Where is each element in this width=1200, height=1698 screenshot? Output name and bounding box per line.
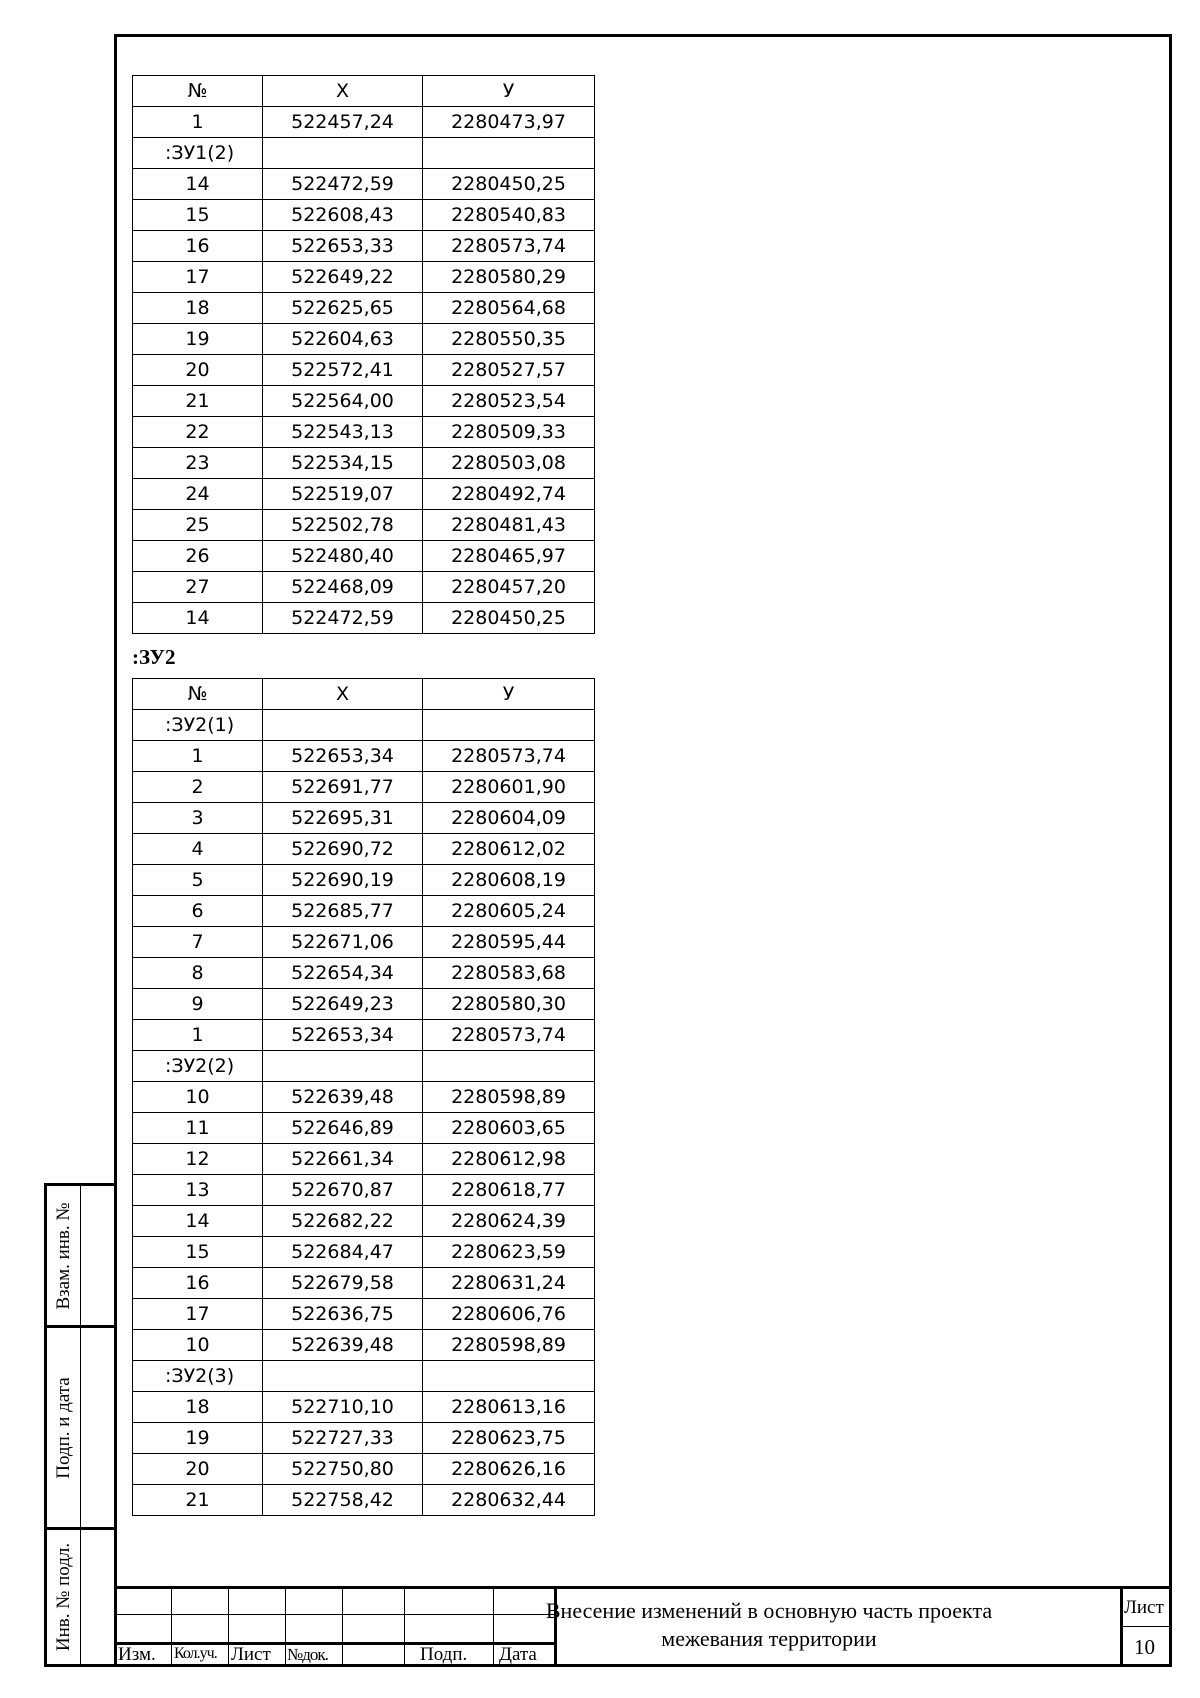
point-number-cell: 20 xyxy=(133,1454,263,1485)
empty-cell xyxy=(423,138,595,169)
col-izm: Изм. xyxy=(118,1644,156,1665)
empty-cell xyxy=(423,1361,595,1392)
table-row xyxy=(133,1268,595,1299)
y-coordinate-cell: 2280612,98 xyxy=(423,1144,595,1175)
y-coordinate-cell: 2280598,89 xyxy=(423,1082,595,1113)
header-x: X xyxy=(263,76,423,107)
table-row xyxy=(133,1144,595,1175)
x-coordinate-cell: 522534,15 xyxy=(263,448,423,479)
x-coordinate-cell: 522502,78 xyxy=(263,510,423,541)
header-y: У xyxy=(423,679,595,710)
table-row xyxy=(133,386,595,417)
y-coordinate-cell: 2280606,76 xyxy=(423,1299,595,1330)
table-row xyxy=(133,958,595,989)
stamp-label: Инв. № подл. xyxy=(52,1542,74,1652)
x-coordinate-cell: 522679,58 xyxy=(263,1268,423,1299)
x-coordinate-cell: 522519,07 xyxy=(263,479,423,510)
y-coordinate-cell: 2280481,43 xyxy=(423,510,595,541)
table-row xyxy=(133,1020,595,1051)
point-number-cell: 22 xyxy=(133,417,263,448)
y-coordinate-cell: 2280626,16 xyxy=(423,1454,595,1485)
section-label: :ЗУ2(1) xyxy=(133,710,263,741)
y-coordinate-cell: 2280450,25 xyxy=(423,603,595,634)
y-coordinate-cell: 2280580,29 xyxy=(423,262,595,293)
col-list: Лист xyxy=(231,1644,271,1665)
header-number: № xyxy=(133,679,263,710)
x-coordinate-cell: 522608,43 xyxy=(263,200,423,231)
x-coordinate-cell: 522649,22 xyxy=(263,262,423,293)
x-coordinate-cell: 522690,72 xyxy=(263,834,423,865)
x-coordinate-cell: 522636,75 xyxy=(263,1299,423,1330)
table-row xyxy=(133,510,595,541)
point-number-cell: 16 xyxy=(133,1268,263,1299)
x-coordinate-cell: 522695,31 xyxy=(263,803,423,834)
col-podp: Подп. xyxy=(420,1644,468,1665)
table-row xyxy=(133,417,595,448)
title-block xyxy=(114,1586,1172,1667)
section-label: :ЗУ2(3) xyxy=(133,1361,263,1392)
point-number-cell: 12 xyxy=(133,1144,263,1175)
point-number-cell: 2 xyxy=(133,772,263,803)
table-row xyxy=(133,1113,595,1144)
y-coordinate-cell: 2280603,65 xyxy=(423,1113,595,1144)
point-number-cell: 10 xyxy=(133,1330,263,1361)
x-coordinate-cell: 522691,77 xyxy=(263,772,423,803)
table-row xyxy=(133,1485,595,1516)
point-number-cell: 21 xyxy=(133,1485,263,1516)
y-coordinate-cell: 2280623,75 xyxy=(423,1423,595,1454)
point-number-cell: 15 xyxy=(133,200,263,231)
point-number-cell: 5 xyxy=(133,865,263,896)
x-coordinate-cell: 522480,40 xyxy=(263,541,423,572)
x-coordinate-cell: 522671,06 xyxy=(263,927,423,958)
section-row xyxy=(133,1051,595,1082)
coordinates-table-zu2 xyxy=(132,678,595,1516)
y-coordinate-cell: 2280612,02 xyxy=(423,834,595,865)
y-coordinate-cell: 2280473,97 xyxy=(423,107,595,138)
table-row xyxy=(133,989,595,1020)
x-coordinate-cell: 522653,33 xyxy=(263,231,423,262)
table-row xyxy=(133,448,595,479)
col-kol-uch: Кол.уч. xyxy=(174,1645,217,1662)
table-row xyxy=(133,927,595,958)
point-number-cell: 14 xyxy=(133,1206,263,1237)
y-coordinate-cell: 2280624,39 xyxy=(423,1206,595,1237)
point-number-cell: 23 xyxy=(133,448,263,479)
table-row xyxy=(133,741,595,772)
x-coordinate-cell: 522649,23 xyxy=(263,989,423,1020)
stamp-label: Взам. инв. № xyxy=(52,1201,74,1310)
point-number-cell: 18 xyxy=(133,1392,263,1423)
y-coordinate-cell: 2280465,97 xyxy=(423,541,595,572)
point-number-cell: 19 xyxy=(133,1423,263,1454)
table-header-row xyxy=(133,76,595,107)
empty-cell xyxy=(263,138,423,169)
table-row xyxy=(133,1299,595,1330)
y-coordinate-cell: 2280580,30 xyxy=(423,989,595,1020)
table-row xyxy=(133,479,595,510)
section-row xyxy=(133,710,595,741)
table-row xyxy=(133,231,595,262)
stamp-label: Подп. и дата xyxy=(52,1376,74,1479)
point-number-cell: 7 xyxy=(133,927,263,958)
point-number-cell: 11 xyxy=(133,1113,263,1144)
x-coordinate-cell: 522639,48 xyxy=(263,1082,423,1113)
y-coordinate-cell: 2280503,08 xyxy=(423,448,595,479)
table-row xyxy=(133,834,595,865)
y-coordinate-cell: 2280618,77 xyxy=(423,1175,595,1206)
y-coordinate-cell: 2280598,89 xyxy=(423,1330,595,1361)
y-coordinate-cell: 2280527,57 xyxy=(423,355,595,386)
y-coordinate-cell: 2280540,83 xyxy=(423,200,595,231)
x-coordinate-cell: 522543,13 xyxy=(263,417,423,448)
point-number-cell: 26 xyxy=(133,541,263,572)
x-coordinate-cell: 522653,34 xyxy=(263,1020,423,1051)
table-row xyxy=(133,572,595,603)
point-number-cell: 25 xyxy=(133,510,263,541)
y-coordinate-cell: 2280623,59 xyxy=(423,1237,595,1268)
table-row xyxy=(133,107,595,138)
table-row xyxy=(133,200,595,231)
table-row xyxy=(133,803,595,834)
y-coordinate-cell: 2280573,74 xyxy=(423,231,595,262)
sheet-label: Лист xyxy=(1124,1597,1164,1618)
table-row xyxy=(133,896,595,927)
y-coordinate-cell: 2280550,35 xyxy=(423,324,595,355)
header-number: № xyxy=(133,76,263,107)
y-coordinate-cell: 2280595,44 xyxy=(423,927,595,958)
y-coordinate-cell: 2280509,33 xyxy=(423,417,595,448)
x-coordinate-cell: 522639,48 xyxy=(263,1330,423,1361)
section-label: :ЗУ2(2) xyxy=(133,1051,263,1082)
empty-cell xyxy=(263,1051,423,1082)
table-row xyxy=(133,355,595,386)
x-coordinate-cell: 522564,00 xyxy=(263,386,423,417)
col-ndok: №док. xyxy=(287,1645,328,1664)
y-coordinate-cell: 2280608,19 xyxy=(423,865,595,896)
stamp-inv-podl xyxy=(44,1527,114,1667)
x-coordinate-cell: 522661,34 xyxy=(263,1144,423,1175)
point-number-cell: 6 xyxy=(133,896,263,927)
empty-cell xyxy=(263,710,423,741)
y-coordinate-cell: 2280601,90 xyxy=(423,772,595,803)
table-row xyxy=(133,293,595,324)
x-coordinate-cell: 522727,33 xyxy=(263,1423,423,1454)
point-number-cell: 14 xyxy=(133,169,263,200)
x-coordinate-cell: 522685,77 xyxy=(263,896,423,927)
point-number-cell: 20 xyxy=(133,355,263,386)
table-row xyxy=(133,1206,595,1237)
point-number-cell: 9 xyxy=(133,989,263,1020)
x-coordinate-cell: 522654,34 xyxy=(263,958,423,989)
y-coordinate-cell: 2280632,44 xyxy=(423,1485,595,1516)
point-number-cell: 3 xyxy=(133,803,263,834)
x-coordinate-cell: 522710,10 xyxy=(263,1392,423,1423)
table-row xyxy=(133,865,595,896)
header-x: X xyxy=(263,679,423,710)
y-coordinate-cell: 2280573,74 xyxy=(423,1020,595,1051)
x-coordinate-cell: 522468,09 xyxy=(263,572,423,603)
x-coordinate-cell: 522653,34 xyxy=(263,741,423,772)
document-title: Внесение изменений в основную часть проекта межевания территории xyxy=(545,1598,993,1651)
point-number-cell: 18 xyxy=(133,293,263,324)
header-y: У xyxy=(423,76,595,107)
point-number-cell: 19 xyxy=(133,324,263,355)
x-coordinate-cell: 522750,80 xyxy=(263,1454,423,1485)
table-row xyxy=(133,169,595,200)
x-coordinate-cell: 522625,65 xyxy=(263,293,423,324)
x-coordinate-cell: 522682,22 xyxy=(263,1206,423,1237)
table-row xyxy=(133,772,595,803)
x-coordinate-cell: 522684,47 xyxy=(263,1237,423,1268)
table-row xyxy=(133,1082,595,1113)
y-coordinate-cell: 2280450,25 xyxy=(423,169,595,200)
table-row xyxy=(133,603,595,634)
y-coordinate-cell: 2280523,54 xyxy=(423,386,595,417)
section-row xyxy=(133,1361,595,1392)
table-row xyxy=(133,1175,595,1206)
y-coordinate-cell: 2280605,24 xyxy=(423,896,595,927)
point-number-cell: 17 xyxy=(133,262,263,293)
stamp-podp-data xyxy=(44,1325,114,1530)
point-number-cell: 14 xyxy=(133,603,263,634)
table-row xyxy=(133,1237,595,1268)
y-coordinate-cell: 2280564,68 xyxy=(423,293,595,324)
stamp-vzam-inv xyxy=(44,1183,114,1328)
point-number-cell: 15 xyxy=(133,1237,263,1268)
point-number-cell: 27 xyxy=(133,572,263,603)
x-coordinate-cell: 522646,89 xyxy=(263,1113,423,1144)
x-coordinate-cell: 522670,87 xyxy=(263,1175,423,1206)
x-coordinate-cell: 522472,59 xyxy=(263,169,423,200)
x-coordinate-cell: 522472,59 xyxy=(263,603,423,634)
section-row xyxy=(133,138,595,169)
table-row xyxy=(133,1423,595,1454)
section-heading-zu2: :ЗУ2 xyxy=(132,645,176,669)
section-label: :ЗУ1(2) xyxy=(133,138,263,169)
table-row xyxy=(133,1330,595,1361)
coordinates-table-zu1 xyxy=(132,75,595,634)
table-row xyxy=(133,262,595,293)
x-coordinate-cell: 522604,63 xyxy=(263,324,423,355)
point-number-cell: 10 xyxy=(133,1082,263,1113)
point-number-cell: 21 xyxy=(133,386,263,417)
point-number-cell: 24 xyxy=(133,479,263,510)
point-number-cell: 1 xyxy=(133,1020,263,1051)
table-header-row xyxy=(133,679,595,710)
point-number-cell: 16 xyxy=(133,231,263,262)
empty-cell xyxy=(263,1361,423,1392)
y-coordinate-cell: 2280631,24 xyxy=(423,1268,595,1299)
empty-cell xyxy=(423,1051,595,1082)
point-number-cell: 1 xyxy=(133,107,263,138)
x-coordinate-cell: 522457,24 xyxy=(263,107,423,138)
y-coordinate-cell: 2280613,16 xyxy=(423,1392,595,1423)
empty-cell xyxy=(423,710,595,741)
x-coordinate-cell: 522758,42 xyxy=(263,1485,423,1516)
col-data: Дата xyxy=(499,1644,537,1665)
point-number-cell: 13 xyxy=(133,1175,263,1206)
table-row xyxy=(133,1392,595,1423)
table-row xyxy=(133,324,595,355)
y-coordinate-cell: 2280492,74 xyxy=(423,479,595,510)
point-number-cell: 17 xyxy=(133,1299,263,1330)
point-number-cell: 8 xyxy=(133,958,263,989)
x-coordinate-cell: 522572,41 xyxy=(263,355,423,386)
y-coordinate-cell: 2280604,09 xyxy=(423,803,595,834)
table-row xyxy=(133,541,595,572)
point-number-cell: 4 xyxy=(133,834,263,865)
table-row xyxy=(133,1454,595,1485)
y-coordinate-cell: 2280573,74 xyxy=(423,741,595,772)
point-number-cell: 1 xyxy=(133,741,263,772)
x-coordinate-cell: 522690,19 xyxy=(263,865,423,896)
y-coordinate-cell: 2280583,68 xyxy=(423,958,595,989)
sheet-number: 10 xyxy=(1134,1635,1155,1659)
y-coordinate-cell: 2280457,20 xyxy=(423,572,595,603)
